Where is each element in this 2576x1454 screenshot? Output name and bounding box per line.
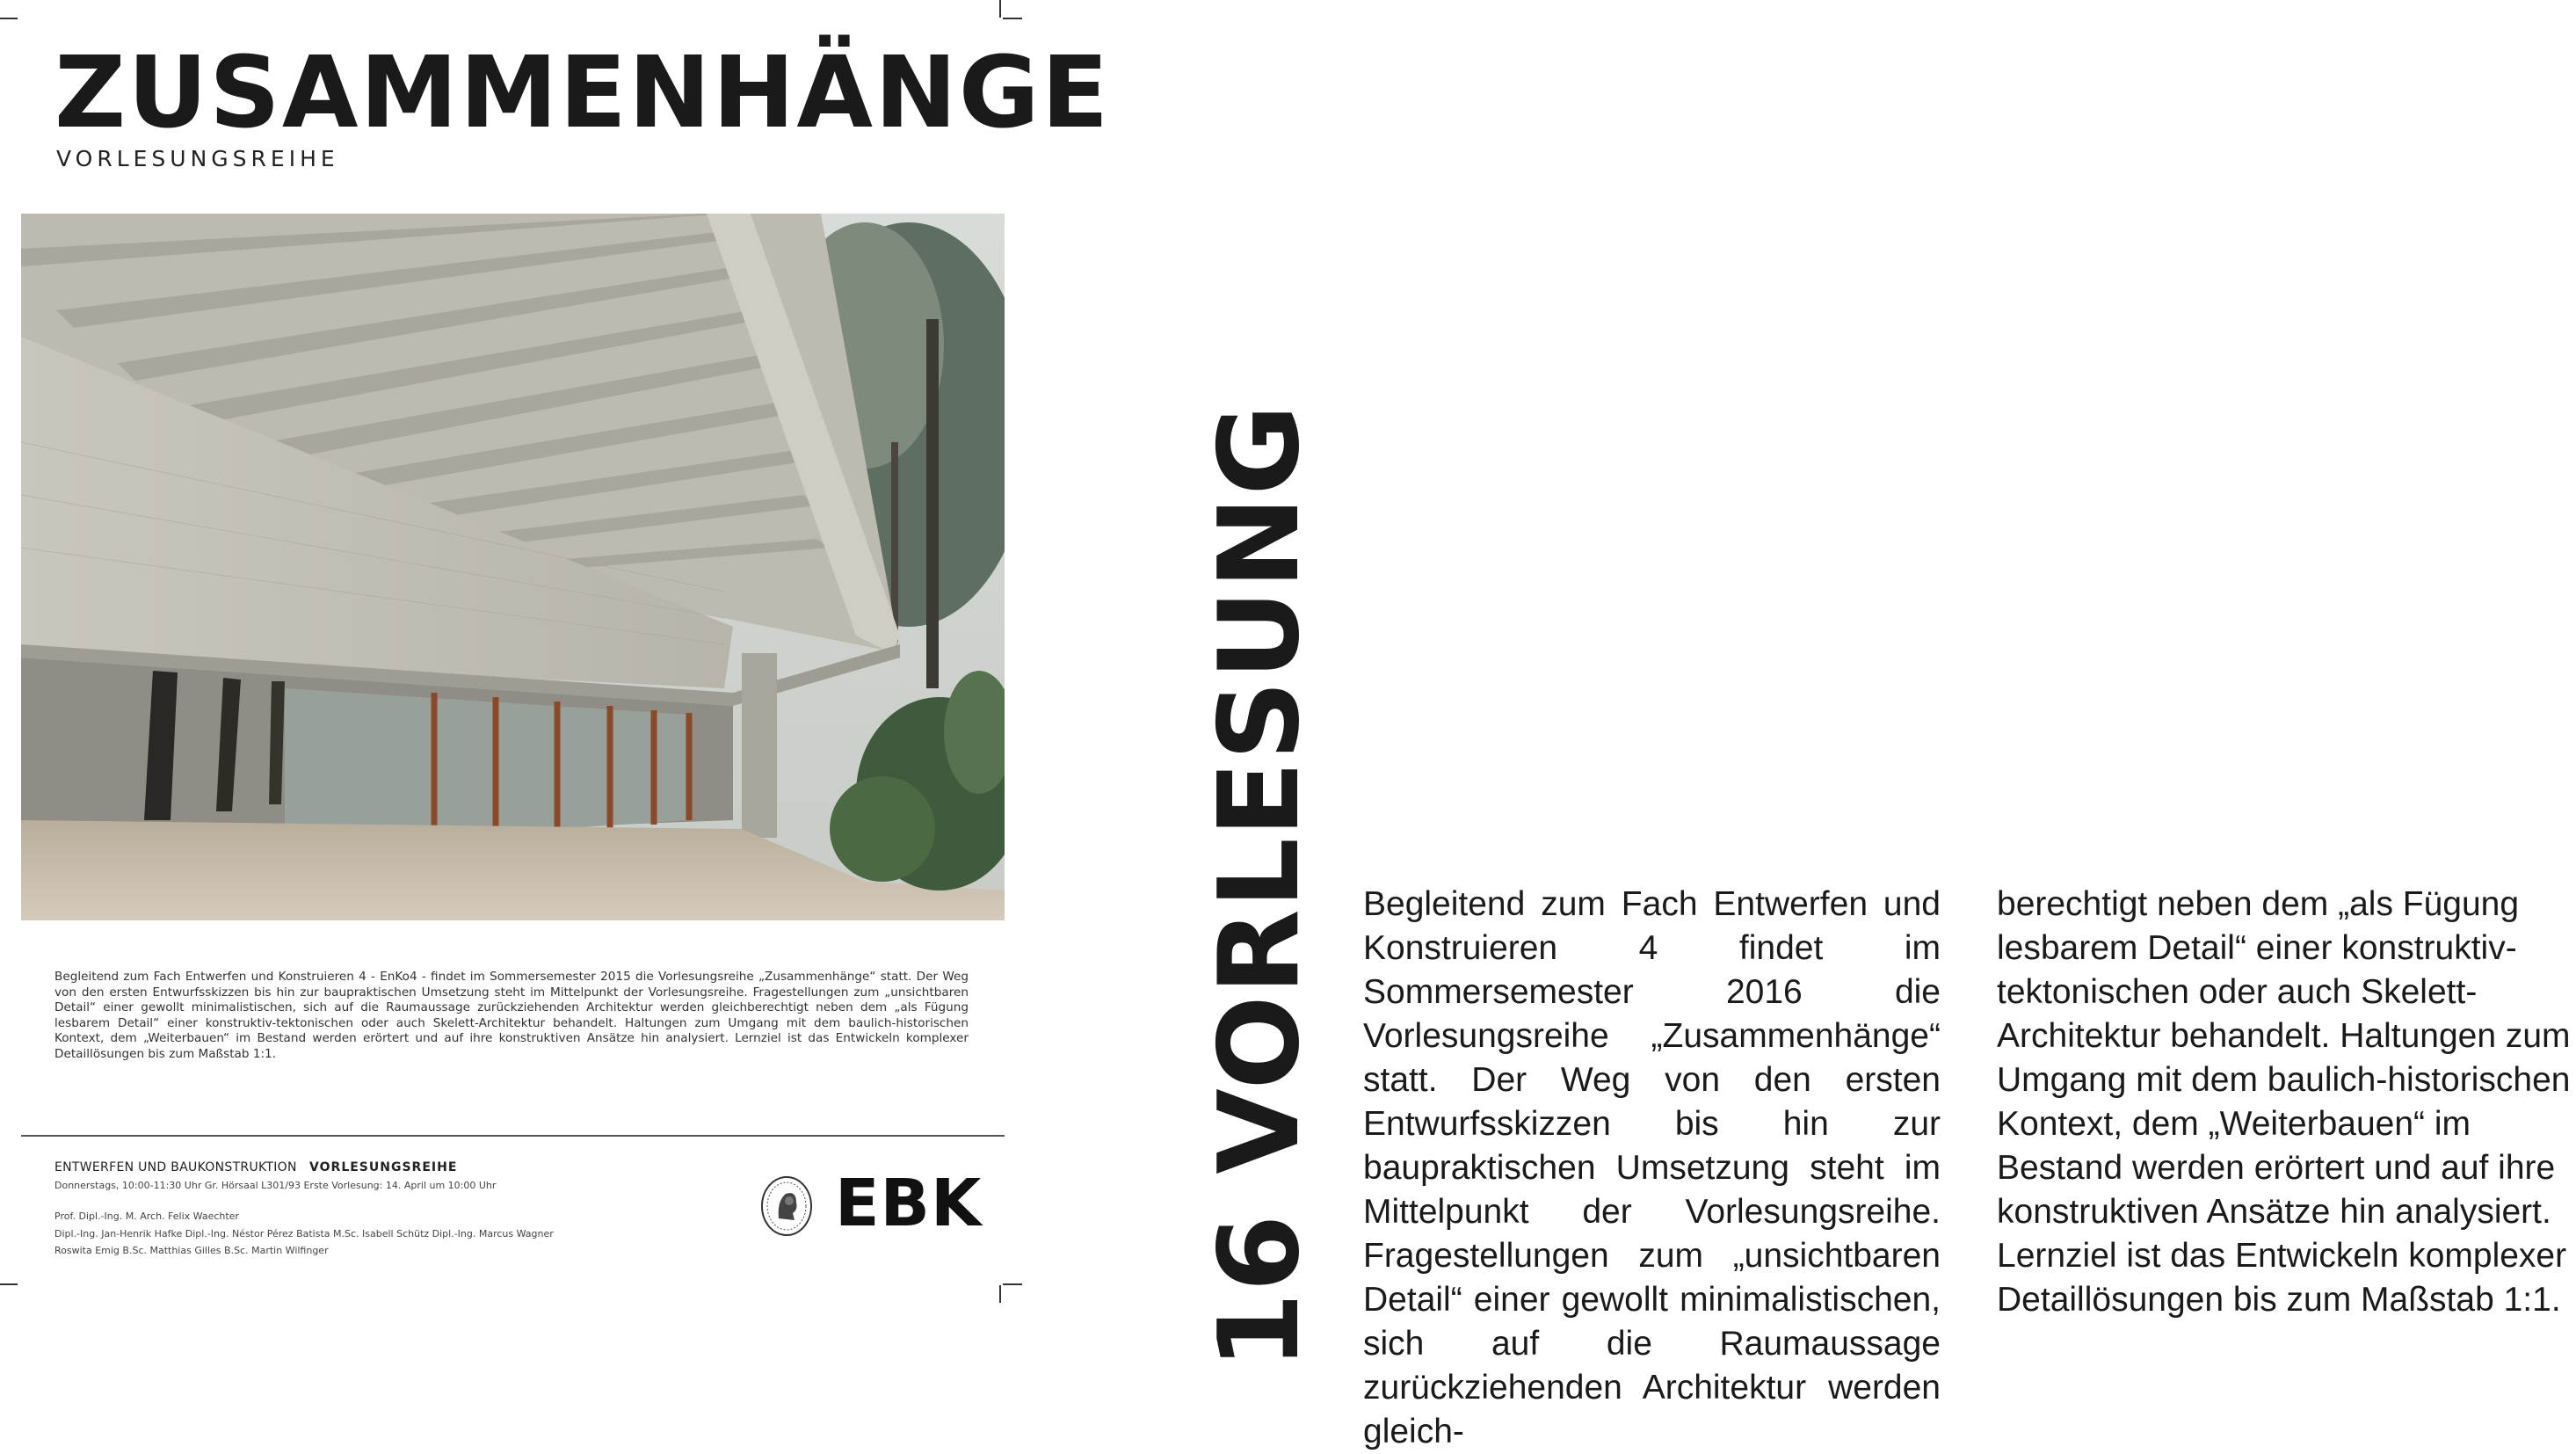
department-series: VORLESUNGSREIHE	[309, 1160, 458, 1174]
university-seal-icon	[759, 1174, 814, 1238]
crop-mark	[1003, 1283, 1022, 1285]
crop-mark	[0, 1283, 18, 1285]
ebk-logo: EBK	[835, 1166, 983, 1241]
staff-line: Prof. Dipl.-Ing. M. Arch. Felix Waechter	[54, 1210, 239, 1222]
divider	[21, 1135, 1005, 1137]
intro-paragraph-small: Begleitend zum Fach Entwerfen und Konstruieren 4 - EnKo4 - findet im Sommersemester 2015 die Vorlesungsreihe „Zusammenhänge“ statt. Der Weg von den ersten Entwurfsskizzen bis hin zur baupraktischen Umsetzung steht im Mittelpunkt der Vorlesungsreihe. Fragestellungen zum „unsichtbaren Detail“ einer gewollt minimalistischen, sich auf die Raumaussage zurückziehenden Architektur werden gleichberechtigt neben dem „als Fügung lesbarem Detail“ einer konstruktiv-tektonischen oder auch Skelett-Architektur behandelt. Haltungen zum Umgang mit dem baulich-historischen Kontext, dem „Weiterbauen“ im Bestand werden erörtert und auf ihre konstruktiven Ansätze hin analysiert. Lernziel ist das Entwickeln komplexer Detaillösungen bis zum Maßstab 1:1.	[54, 970, 969, 1061]
architecture-photo	[21, 214, 1005, 920]
staff-line: Dipl.-Ing. Jan-Henrik Hafke Dipl.-Ing. Néstor Pérez Batista M.Sc. Isabell Schütz Dipl.-Ing. Marcus Wagner	[54, 1228, 554, 1240]
schedule-text: Donnerstags, 10:00-11:30 Uhr Gr. Hörsaal L301/93 Erste Vorlesung: 14. April um 10:00 Uhr	[54, 1180, 497, 1191]
staff-line: Roswita Emig B.Sc. Matthias Gilles B.Sc. Martin Wilfinger	[54, 1245, 329, 1256]
crop-mark	[999, 1285, 1001, 1303]
poster-subtitle: VORLESUNGSREIHE	[56, 146, 339, 171]
department-label: ENTWERFEN UND BAUKONSTRUKTION	[54, 1160, 297, 1174]
crop-mark	[1003, 18, 1022, 19]
body-text-column-1: Begleitend zum Fach Entwerfen und Konstruieren 4 findet im Sommersemester 2016 die Vorlesungsreihe „Zusammenhänge“ statt. Der Weg von den ersten Entwurfsskizzen bis hin zur baupraktischen Umsetzung steht im Mittelpunkt der Vorlesungsreihe. Fragestellungen zum „unsichtbaren Detail“ einer gewollt minimalistischen, sich auf die Raumaussage zurückziehenden Architektur werden gleich-	[1363, 885, 1941, 1450]
crop-mark	[0, 18, 18, 19]
crop-mark	[999, 0, 1001, 18]
body-text-column-2: berechtigt neben dem „als Fügung lesbarem Detail“ einer konstruktiv-tektonischen oder auch Skelett-Architektur behandelt. Haltungen zum Umgang mit dem baulich-historischen Kontext, dem „Weiterbauen“ im Bestand werden erörtert und auf ihre konstruktiven Ansätze hin analysiert. Lernziel ist das Entwickeln komplexer Detaillösungen bis zum Maßstab 1:1.	[1997, 885, 2571, 1319]
poster-title: ZUSAMMENHÄNGE	[54, 36, 1111, 150]
vertical-heading: 16 VORLESUNG	[1194, 403, 1324, 1370]
department-line	[54, 1160, 457, 1174]
